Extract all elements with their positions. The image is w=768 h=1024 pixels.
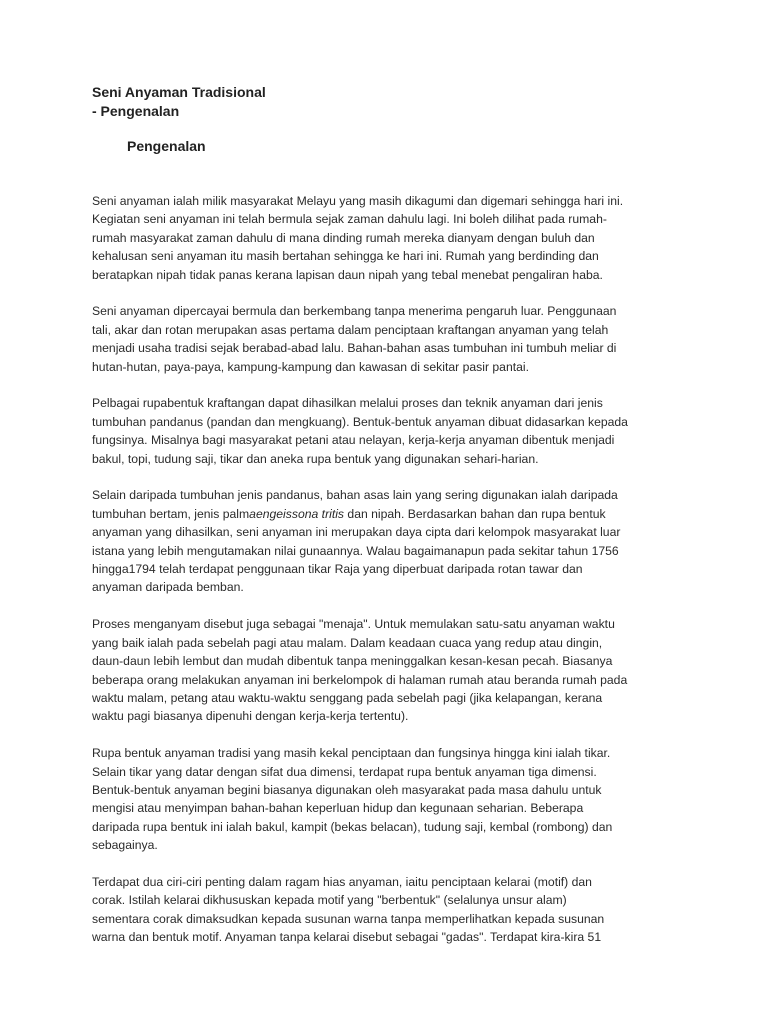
paragraph-line: fungsinya. Misalnya bagi masyarakat petani atau nelayan, kerja-kerja anyaman dibentuk menjadi [92, 433, 615, 448]
paragraph-line: istana yang lebih mengutamakan nilai gunaannya. Walau bagaimanapun pada sekitar tahun 1756 [92, 543, 619, 558]
paragraph-1 [92, 192, 672, 284]
paragraph-line: waktu malam, petang atau waktu-waktu senggang pada sebelah pagi (jika kelapangan, kerana [92, 690, 603, 705]
paragraph-line: daripada rupa bentuk ini ialah bakul, kampit (bekas belacan), tudung saji, kembal (rombong) dan [92, 819, 613, 834]
paragraph-6 [92, 744, 672, 854]
paragraph-line: beberapa orang melakukan anyaman ini berkelompok di halaman rumah atau beranda rumah pada [92, 672, 628, 687]
paragraph-line: Pelbagai rupabentuk kraftangan dapat dihasilkan melalui proses dan teknik anyaman dari jenis [92, 396, 603, 411]
paragraph-line: tali, akar dan rotan merupakan asas pertama dalam penciptaan kraftangan anyaman yang telah [92, 322, 609, 337]
paragraph-line: sementara corak dimaksudkan kepada susunan warna tanpa memperlihatkan kepada susunan [92, 911, 605, 926]
paragraph-line: Bentuk-bentuk anyaman begini biasanya digunakan oleh masyarakat pada masa dahulu untuk [92, 782, 602, 797]
paragraph-line: corak. Istilah kelarai dikhususkan kepada motif yang "berbentuk" (selalunya unsur alam) [92, 893, 567, 908]
paragraph-text: dan nipah. Berdasarkan bahan dan rupa bentuk [344, 506, 606, 521]
paragraph-2 [92, 302, 672, 376]
paragraph-line: Selain daripada tumbuhan jenis pandanus, bahan asas lain yang sering digunakan ialah daripada [92, 488, 618, 503]
paragraph-line: yang baik ialah pada sebelah pagi atau malam. Dalam keadaan cuaca yang redup atau dingin, [92, 635, 603, 650]
paragraph-line: hutan-hutan, paya-paya, kampung-kampung dan kawasan di sekitar pasir pantai. [92, 359, 529, 374]
paragraph-line: menjadi usaha tradisi sejak berabad-abad lalu. Bahan-bahan asas tumbuhan ini tumbuh meliar di [92, 341, 617, 356]
paragraph-text: tumbuhan bertam, jenis palm [92, 506, 250, 521]
document-page [92, 83, 672, 965]
paragraph-line: rumah masyarakat zaman dahulu di mana dinding rumah mereka dianyam dengan buluh dan [92, 230, 595, 245]
paragraph-line: Kegiatan seni anyaman ini telah bermula sejak zaman dahulu lagi. Ini boleh dilihat pada rumah- [92, 212, 607, 227]
paragraph-line: Proses menganyam disebut juga sebagai "menaja". Untuk memulakan satu-satu anyaman waktu [92, 617, 615, 632]
paragraph-line: beratapkan nipah tidak panas kerana lapisan daun nipah yang tebal menebat pengaliran haba. [92, 267, 603, 282]
paragraph-line: Seni anyaman dipercayai bermula dan berkembang tanpa menerima pengaruh luar. Penggunaan [92, 304, 617, 319]
paragraph-line: tumbuhan pandanus (pandan dan mengkuang). Bentuk-bentuk anyaman dibuat didasarkan kepada [92, 414, 628, 429]
paragraph-line: Selain tikar yang datar dengan sifat dua dimensi, terdapat rupa bentuk anyaman tiga dimensi. [92, 764, 597, 779]
title-line-2: - Pengenalan [92, 103, 180, 119]
paragraph-line: sebagainya. [92, 838, 158, 853]
title-line-1: Seni Anyaman Tradisional [92, 84, 266, 100]
paragraph-3 [92, 394, 672, 468]
paragraph-7 [92, 873, 672, 947]
paragraph-5 [92, 615, 672, 725]
paragraph-line: waktu pagi biasanya dipenuhi dengan kerja-kerja tertentu). [92, 709, 409, 724]
italic-species-name: aengeissona tritis [249, 506, 345, 521]
paragraph-line: Terdapat dua ciri-ciri penting dalam ragam hias anyaman, iaitu penciptaan kelarai (motif) dan [92, 874, 592, 889]
paragraph-line: hingga1794 telah terdapat penggunaan tikar Raja yang diperbuat daripada rotan tawar dan [92, 562, 583, 577]
document-title [92, 83, 672, 121]
paragraph-line: daun-daun lebih lembut dan mudah dibentuk tanpa meninggalkan kesan-kesan pecah. Biasanya [92, 654, 613, 669]
document-body [92, 192, 672, 947]
paragraph-line: bakul, topi, tudung saji, tikar dan aneka rupa bentuk yang digunakan sehari-harian. [92, 451, 539, 466]
section-heading: Pengenalan [127, 138, 206, 154]
paragraph-line-with-italic [92, 505, 672, 523]
paragraph-line: mengisi atau menyimpan bahan-bahan keperluan hidup dan kegunaan seharian. Beberapa [92, 801, 584, 816]
paragraph-line: warna dan bentuk motif. Anyaman tanpa kelarai disebut sebagai "gadas". Terdapat kira-kira 51 [92, 930, 602, 945]
paragraph-line: kehalusan seni anyaman itu masih bertahan sehingga ke hari ini. Rumah yang berdinding dan [92, 249, 599, 264]
paragraph-line: anyaman yang dihasilkan, seni anyaman ini merupakan daya cipta dari kelompok masyarakat luar [92, 525, 621, 540]
paragraph-4 [92, 486, 672, 596]
paragraph-line: Rupa bentuk anyaman tradisi yang masih kekal penciptaan dan fungsinya hingga kini ialah tikar. [92, 746, 611, 761]
paragraph-line: Seni anyaman ialah milik masyarakat Melayu yang masih dikagumi dan digemari sehingga hari ini. [92, 194, 624, 208]
paragraph-line: anyaman daripada bemban. [92, 580, 244, 595]
